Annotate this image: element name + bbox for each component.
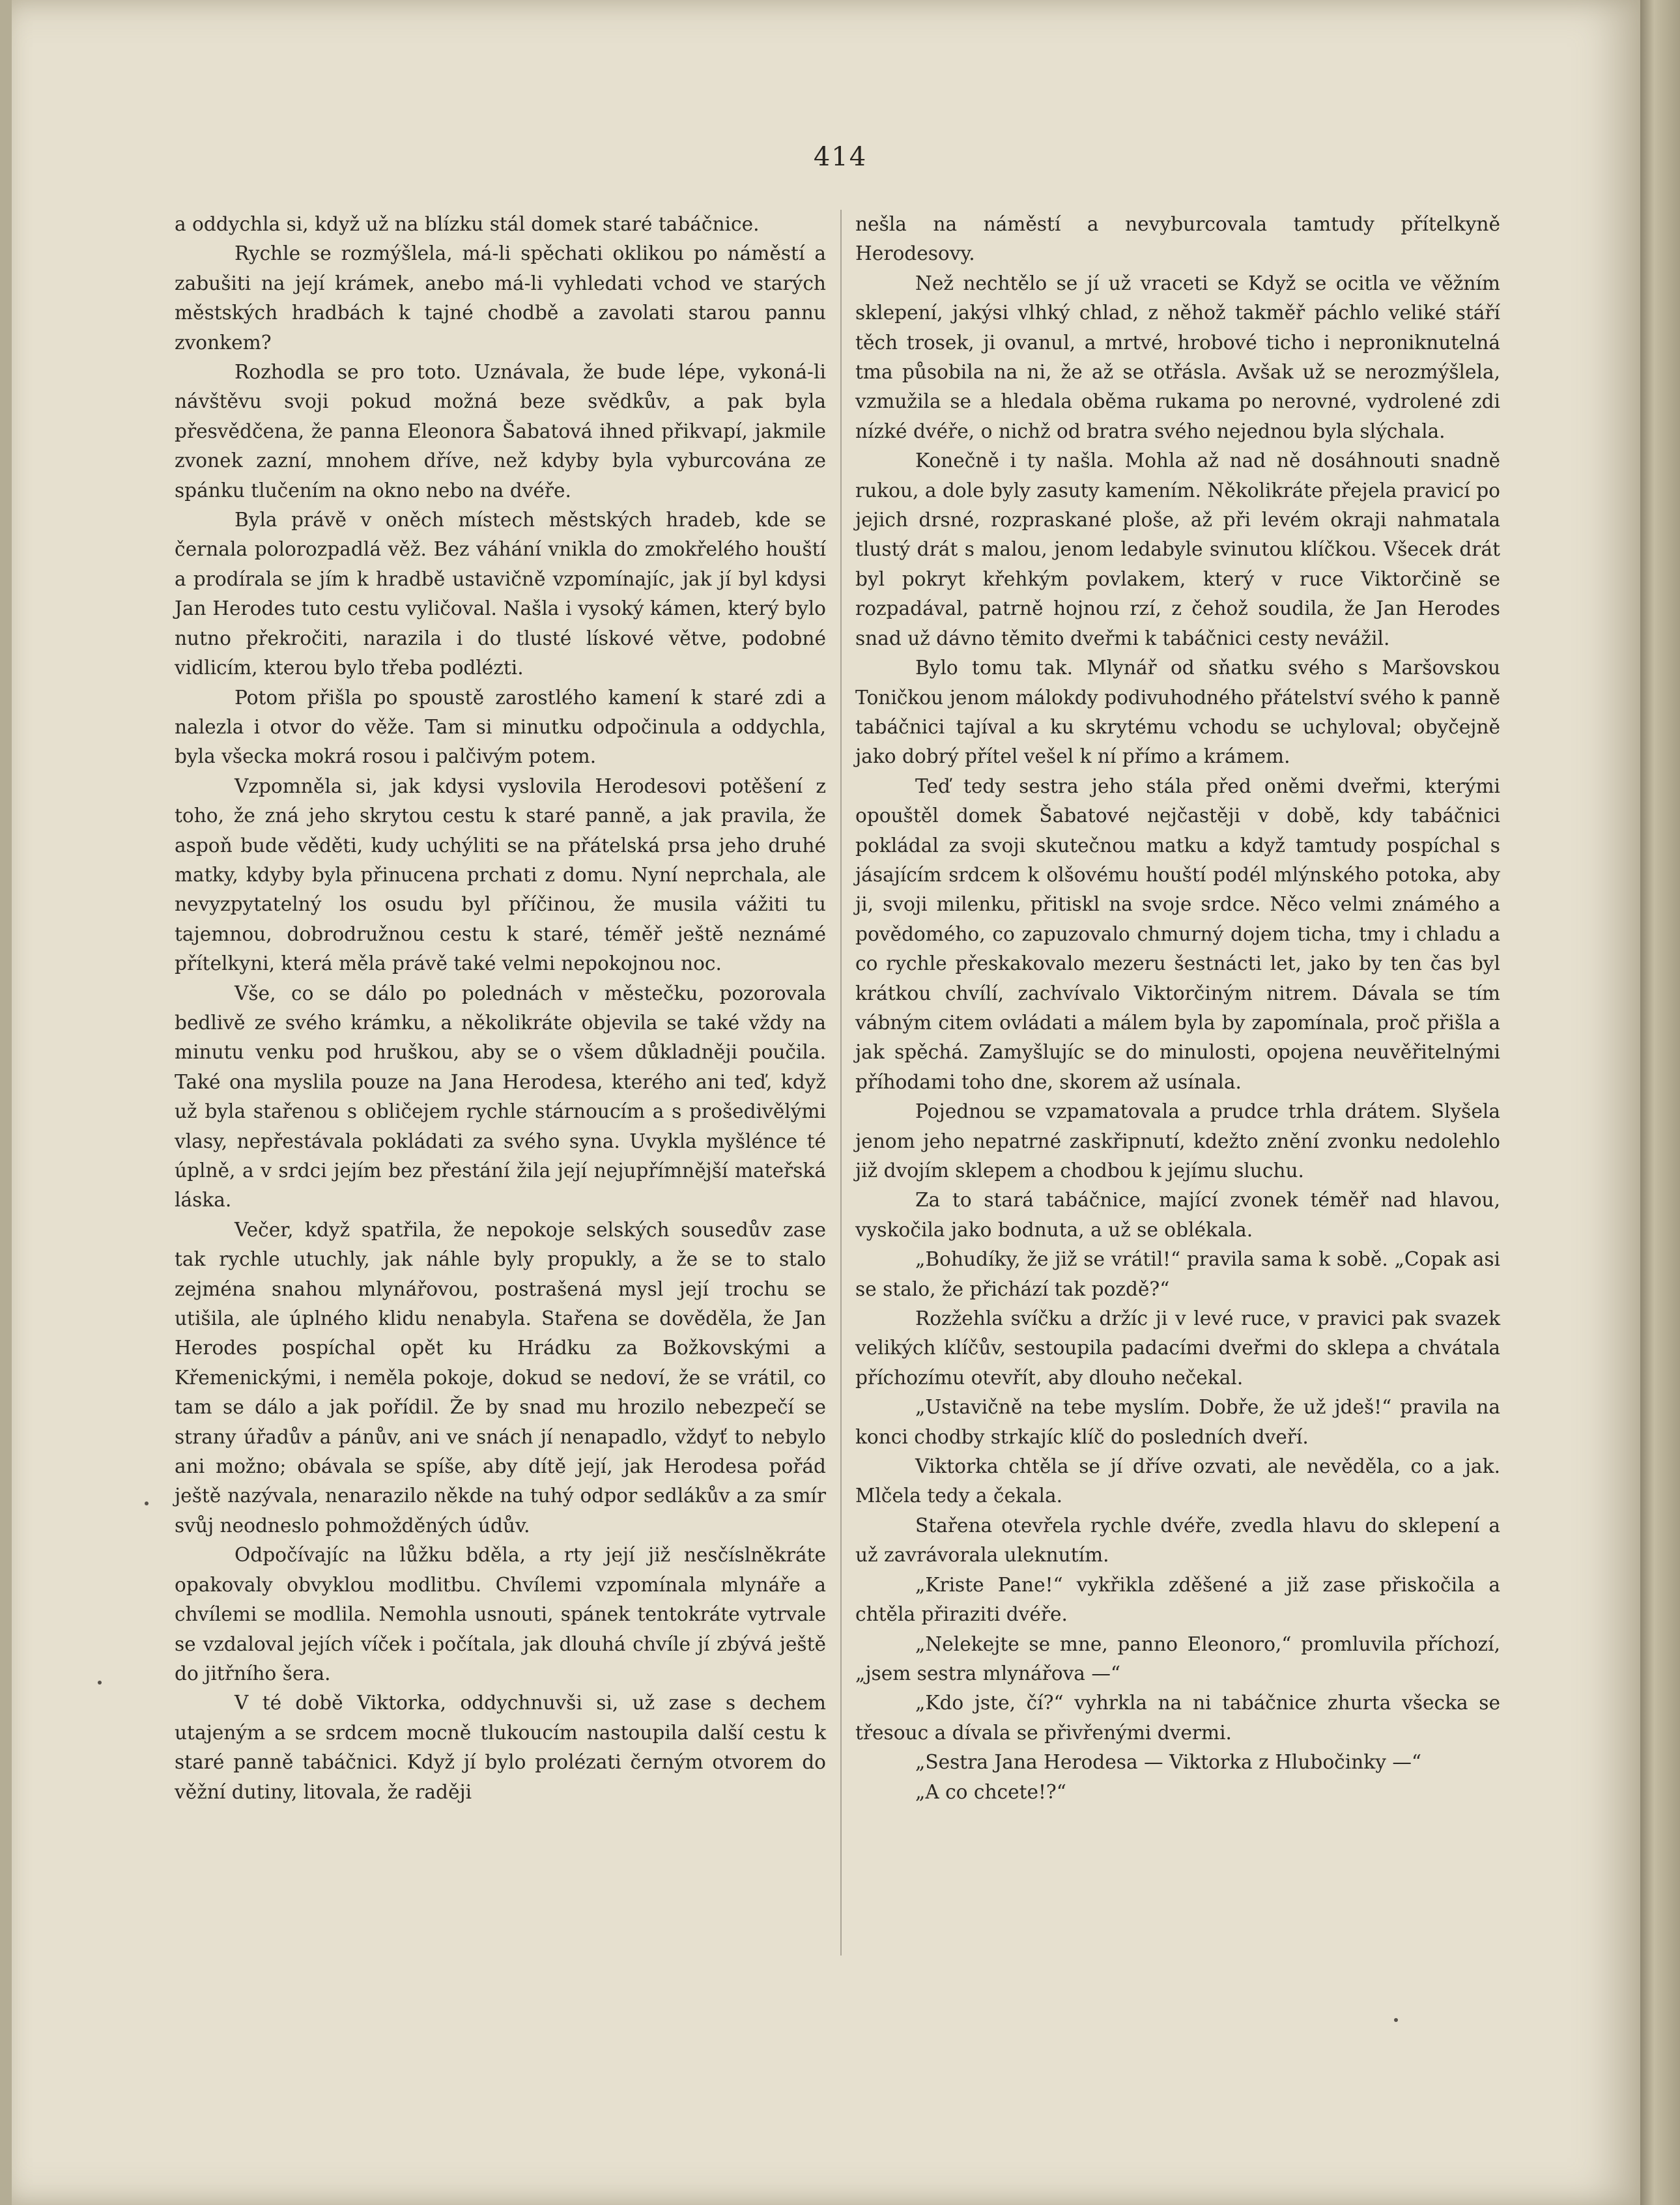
- paragraph: Rychle se rozmýšlela, má-li spěchati oklikou po náměstí a zabušiti na její krámek, anebo má-li vyhledati vchod ve starých městských hradbách k tajné chodbě a zavolati starou pannu zvonkem?: [175, 242, 826, 354]
- left-column: [175, 210, 826, 1807]
- paragraph: Odpočívajíc na lůžku bděla, a rty její již nesčíslněkráte opakovaly obvyklou modlitbu. Chvílemi vzpomínala mlynáře a chvílemi se modlila. Nemohla usnouti, spánek tentokráte vytrvale se vzdaloval jejích víček i počítala, jak dlouhá chvíle jí zbývá ještě do jitřního šera.: [175, 1544, 826, 1685]
- paragraph: Za to stará tabáčnice, mající zvonek téměř nad hlavou, vyskočila jako bodnuta, a už se oblékala.: [855, 1189, 1500, 1241]
- paragraph: „Kriste Pane!“ vykřikla zděšené a již zase přiskočila a chtěla přiraziti dvéře.: [855, 1573, 1500, 1626]
- paragraph: „A co chcete!?“: [915, 1780, 1066, 1803]
- paragraph: Viktorka chtěla se jí dříve ozvati, ale nevěděla, co a jak. Mlčela tedy a čekala.: [855, 1455, 1500, 1507]
- paragraph: Konečně i ty našla. Mohla až nad ně dosáhnouti snadně rukou, a dole byly zasuty kamením. Několikráte přejela pravicí po jejich drsné, rozpraskané ploše, až při levém okraji nahmatala tlustý drát s malou, jenom ledabyle svinutou klíčkou. Všecek drát byl pokryt křehkým povlakem, který v ruce Viktorčině se rozpadával, patrně hojnou rzí, z čehož soudila, že Jan Herodes snad už dávno těmito dveřmi k tabáčnici cesty nevážil.: [855, 449, 1500, 649]
- paragraph: „Sestra Jana Herodesa — Viktorka z Hlubočinky —“: [915, 1751, 1422, 1774]
- paragraph: Pojednou se vzpamatovala a prudce trhla drátem. Slyšela jenom jeho nepatrné zaskřipnutí, kdežto znění zvonku nedolehlo již dvojím sklepem a chodbou k jejímu sluchu.: [855, 1100, 1500, 1182]
- paragraph: „Ustavičně na tebe myslím. Dobře, že už jdeš!“ pravila na konci chodby strkajíc klíč do posledních dveří.: [855, 1396, 1500, 1448]
- paper-speck: [98, 1681, 102, 1685]
- paragraph: Teď tedy sestra jeho stála před oněmi dveřmi, kterými opouštěl domek Šabatové nejčastěji v době, kdy tabáčnici pokládal za svoji skutečnou matku a když tamtudy pospíchal s jásajícím srdcem k olšovému houští podél mlýnského potoka, aby ji, svoji milenku, přitiskl na svoje srdce. Něco velmi známého a povědomého, co zapuzovalo chmurný dojem ticha, tmy i chladu a co rychle přeskakovalo mezeru šestnácti let, jako by ten čas byl krátkou chvílí, zachvívalo Viktorčiným nitrem. Dávala se tím vábným citem ovládati a málem byla by zapomínala, proč přišla a jak spěchá. Zamyšlujíc se do minulosti, opojena neuvěřitelnými příhodami toho dne, skorem až usínala.: [855, 775, 1500, 1093]
- paragraph: nešla na náměstí a nevyburcovala tamtudy přítelkyně Herodesovy.: [855, 213, 1500, 265]
- paragraph: Rozžehla svíčku a držíc ji v levé ruce, v pravici pak svazek velikých klíčův, sestoupila padacími dveřmi do sklepa a chvátala příchozímu otevřít, aby dlouho nečekal.: [855, 1307, 1500, 1389]
- paragraph: Byla právě v oněch místech městských hradeb, kde se černala polorozpadlá věž. Bez váhání vnikla do zmokřelého houští a prodírala se jím k hradbě ustavičně vzpomínajíc, jak jí byl kdysi Jan Herodes tuto cestu vyličoval. Našla i vysoký kámen, který bylo nutno překročiti, narazila i do tlusté lískové větve, podobné vidlicím, kterou bylo třeba podlézti.: [175, 509, 826, 679]
- paper-speck: [1394, 2018, 1398, 2022]
- paragraph: Bylo tomu tak. Mlynář od sňatku svého s Maršovskou Toničkou jenom málokdy podivuhodného přátelství svého k panně tabáčnici tajíval a ku skrytému vchodu se uchyloval; obyčejně jako dobrý přítel vešel k ní přímo a krámem.: [855, 657, 1500, 768]
- paragraph: a oddychla si, když už na blízku stál domek staré tabáčnice.: [175, 213, 760, 235]
- paragraph: Vše, co se dálo po polednách v městečku, pozorovala bedlivě ze svého krámku, a několikráte objevila se také vždy na minutu venku pod hruškou, aby se o všem důkladněji poučila. Také ona myslila pouze na Jana Herodesa, kterého ani teď, když už byla stařenou s obličejem rychle stárnoucím a s prošedivělými vlasy, nepřestávala pokládati za svého syna. Uvykla myšlénce té úplně, a v srdci jejím bez přestání žila její nejupřímnější mateřská láska.: [175, 982, 826, 1212]
- paper-speck: [145, 1501, 149, 1505]
- column-divider: [840, 210, 842, 1956]
- paragraph: Večer, když spatřila, že nepokoje selských sousedův zase tak rychle utuchly, jak náhle byly propukly, a že se to stalo zejména snahou mlynářovou, postrašená mysl její trochu se utišila, ale úplného klidu nenabyla. Stařena se dověděla, že Jan Herodes pospíchal opět ku Hrádku za Božkovskými a Křemenickými, i neměla pokoje, dokud se nedoví, že se vrátil, co tam se dálo a jak pořídil. Že by snad mu hrozilo nebezpečí se strany úřadův a pánův, ani ve snách jí nenapadlo, vždyť to nebylo ani možno; obávala se spíše, aby dítě její, jak Herodesa pořád ještě nazývala, nenarazilo někde na tuhý odpor sedlákův a za smír svůj neodneslo pohmožděných údův.: [175, 1218, 826, 1537]
- paragraph: Než nechtělo se jí už vraceti se Když se ocitla ve věžním sklepení, jakýsi vlhký chlad, z něhož takměř páchlo veliké stáří těch trosek, ji ovanul, a mrtvé, hrobové ticho i neproniknutelná tma působila na ni, že až se otřásla. Avšak už se nerozmýšlela, vzmužila se a hledala oběma rukama po nerovné, vydrolené zdi nízké dvéře, o nichž od bratra svého nejednou byla slýchala.: [855, 272, 1500, 442]
- right-column: [855, 210, 1500, 1807]
- paragraph: „Kdo jste, čí?“ vyhrkla na ni tabáčnice zhurta všecka se třesouc a dívala se přivřenými dvermi.: [855, 1692, 1500, 1744]
- page-number: 414: [813, 142, 868, 172]
- paragraph: Rozhodla se pro toto. Uznávala, že bude lépe, vykoná-li návštěvu svoji pokud možná beze svědkův, a pak byla přesvědčena, že panna Eleonora Šabatová ihned přikvapí, jakmile zvonek zazní, mnohem dříve, než kdyby byla vyburcována ze spánku tlučením na okno nebo na dvéře.: [175, 361, 826, 502]
- paragraph: „Bohudíky, že již se vrátil!“ pravila sama k sobě. „Copak asi se stalo, že přichází tak pozdě?“: [855, 1248, 1500, 1300]
- paragraph: Potom přišla po spoustě zarostlého kamení k staré zdi a nalezla i otvor do věže. Tam si minutku odpočinula a oddychla, byla všecka mokrá rosou i palčivým potem.: [175, 686, 826, 768]
- paragraph: Stařena otevřela rychle dvéře, zvedla hlavu do sklepení a už zavrávorala uleknutím.: [855, 1514, 1500, 1567]
- paragraph: V té době Viktorka, oddychnuvši si, už zase s dechem utajeným a se srdcem mocně tlukoucím nastoupila další cestu k staré panně tabáčnici. Když jí bylo prolézati černým otvorem do věžní dutiny, litovala, že raději: [175, 1692, 826, 1803]
- page-edge: [1640, 0, 1680, 2205]
- paragraph: „Nelekejte se mne, panno Eleonoro,“ promluvila příchozí, „jsem sestra mlynářova —“: [855, 1632, 1500, 1685]
- paragraph: Vzpomněla si, jak kdysi vyslovila Herodesovi potěšení z toho, že zná jeho skrytou cestu k staré panně, a jak pravila, že aspoň bude věděti, kudy uchýliti se na přátelská prsa jeho druhé matky, kdyby byla přinucena prchati z domu. Nyní neprchala, ale nevyzpytatelný los osudu byl příčinou, že musila vážiti tu tajemnou, dobrodružnou cestu k staré, téměř ještě neznámé přítelkyni, která měla právě také velmi nepokojnou noc.: [175, 775, 826, 975]
